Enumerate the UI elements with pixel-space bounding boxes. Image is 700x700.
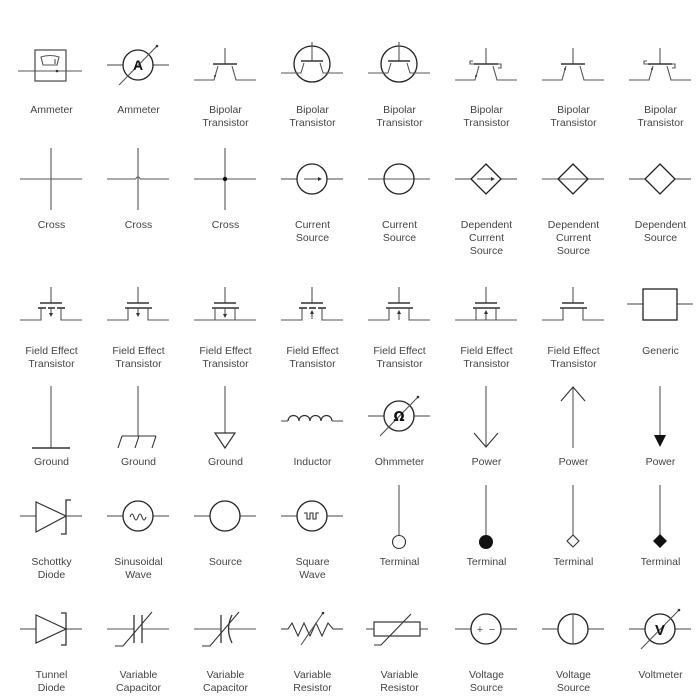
svg-text:−: − — [488, 624, 496, 636]
symbol-label: Generic — [642, 345, 679, 357]
symbol-label: Variable Resistor — [380, 669, 419, 694]
variable-resistor-zigzag-icon — [269, 595, 356, 665]
source-icon — [182, 482, 269, 552]
square-wave-icon — [269, 482, 356, 552]
tunnel-diode-icon — [8, 595, 95, 665]
power-arrow-down-icon — [443, 383, 530, 453]
inductor-icon — [269, 383, 356, 453]
fet-icon — [530, 275, 617, 345]
ground-triangle-icon — [182, 383, 269, 453]
variable-capacitor-icon — [95, 595, 182, 665]
symbol-label: Voltmeter — [638, 669, 683, 681]
symbol-label: Dependent Current Source — [460, 219, 513, 257]
symbol-label: Variable Resistor — [293, 669, 332, 694]
symbol-label: Square Wave — [295, 556, 330, 581]
symbol-label: Current Source — [381, 219, 417, 244]
terminal-filled-diamond-icon — [617, 482, 700, 552]
symbol-label: Ground — [207, 456, 244, 468]
symbol-label: Terminal — [553, 556, 594, 568]
terminal-open-diamond-icon — [530, 482, 617, 552]
symbol-label: Source — [208, 556, 243, 568]
dependent-current-source-icon — [530, 145, 617, 215]
symbol-label: Field Effect Transistor — [373, 345, 426, 370]
svg-text:Ω: Ω — [393, 410, 405, 425]
cross-icon — [8, 145, 95, 215]
current-source-arrow-icon — [269, 145, 356, 215]
ammeter-circle-icon — [95, 30, 182, 100]
symbol-label: Schottky Diode — [31, 556, 72, 581]
ground-chassis-icon — [95, 383, 182, 453]
sinusoidal-wave-icon — [95, 482, 182, 552]
fet-icon — [269, 275, 356, 345]
fet-icon — [95, 275, 182, 345]
ohmmeter-icon — [356, 383, 443, 453]
symbol-label: Power — [645, 456, 676, 468]
fet-icon — [182, 275, 269, 345]
generic-box-icon — [617, 275, 700, 345]
dependent-source-icon — [617, 145, 700, 215]
bipolar-transistor-icon — [182, 30, 269, 100]
schottky-diode-icon — [8, 482, 95, 552]
svg-text:V: V — [654, 622, 666, 639]
symbol-label: Cross — [37, 219, 66, 231]
symbol-label: Power — [471, 456, 502, 468]
symbol-label: Ohmmeter — [374, 456, 425, 468]
symbol-label: Field Effect Transistor — [25, 345, 78, 370]
bipolar-transistor-icon — [530, 30, 617, 100]
symbol-label: Ground — [33, 456, 70, 468]
symbol-label: Variable Capacitor — [116, 669, 161, 694]
variable-capacitor-curved-icon — [182, 595, 269, 665]
bipolar-transistor-circle-icon — [356, 30, 443, 100]
symbol-label: Sinusoidal Wave — [114, 556, 163, 581]
symbol-label: Bipolar Transistor — [202, 104, 249, 129]
symbol-label: Ammeter — [30, 104, 73, 116]
ground-line-icon — [8, 383, 95, 453]
fet-icon — [8, 275, 95, 345]
symbol-label: Current Source — [294, 219, 330, 244]
bipolar-transistor-circle-icon — [269, 30, 356, 100]
fet-icon — [356, 275, 443, 345]
symbol-label: Field Effect Transistor — [286, 345, 339, 370]
power-arrow-up-icon — [530, 383, 617, 453]
symbol-label: Terminal — [379, 556, 420, 568]
symbol-label: Voltage Source — [555, 669, 592, 694]
dependent-current-source-arrow-icon — [443, 145, 530, 215]
symbol-label: Bipolar Transistor — [637, 104, 684, 129]
variable-resistor-box-icon — [356, 595, 443, 665]
power-filled-arrow-icon — [617, 383, 700, 453]
svg-text:A: A — [132, 57, 144, 73]
symbol-label: Field Effect Transistor — [112, 345, 165, 370]
symbol-label: Terminal — [466, 556, 507, 568]
symbol-label: Ammeter — [117, 104, 160, 116]
voltage-source-plus-minus-icon — [443, 595, 530, 665]
current-source-icon — [356, 145, 443, 215]
cross-hop-icon — [95, 145, 182, 215]
symbol-label: Field Effect Transistor — [547, 345, 600, 370]
symbol-label: Cross — [211, 219, 240, 231]
terminal-open-circle-icon — [356, 482, 443, 552]
bipolar-transistor-hooks-icon — [617, 30, 700, 100]
symbol-label: Bipolar Transistor — [463, 104, 510, 129]
symbol-label: Field Effect Transistor — [460, 345, 513, 370]
symbol-label: Bipolar Transistor — [550, 104, 597, 129]
symbol-label: Inductor — [293, 456, 332, 468]
symbol-label: Dependent Current Source — [547, 219, 600, 257]
symbol-label: Cross — [124, 219, 153, 231]
symbol-label: Dependent Source — [634, 219, 687, 244]
fet-icon — [443, 275, 530, 345]
voltmeter-icon — [617, 595, 700, 665]
cross-junction-icon — [182, 145, 269, 215]
terminal-filled-circle-icon — [443, 482, 530, 552]
symbol-label: Voltage Source — [468, 669, 505, 694]
voltage-source-line-icon — [530, 595, 617, 665]
symbol-label: Field Effect Transistor — [199, 345, 252, 370]
symbol-label: Tunnel Diode — [35, 669, 68, 694]
symbol-label: Bipolar Transistor — [289, 104, 336, 129]
bipolar-transistor-hooks-icon — [443, 30, 530, 100]
svg-text:+: + — [476, 624, 484, 636]
symbol-label: Ground — [120, 456, 157, 468]
symbol-label: Terminal — [640, 556, 681, 568]
symbol-label: Bipolar Transistor — [376, 104, 423, 129]
symbol-label: Power — [558, 456, 589, 468]
ammeter-box-icon — [8, 30, 95, 100]
symbol-label: Variable Capacitor — [203, 669, 248, 694]
